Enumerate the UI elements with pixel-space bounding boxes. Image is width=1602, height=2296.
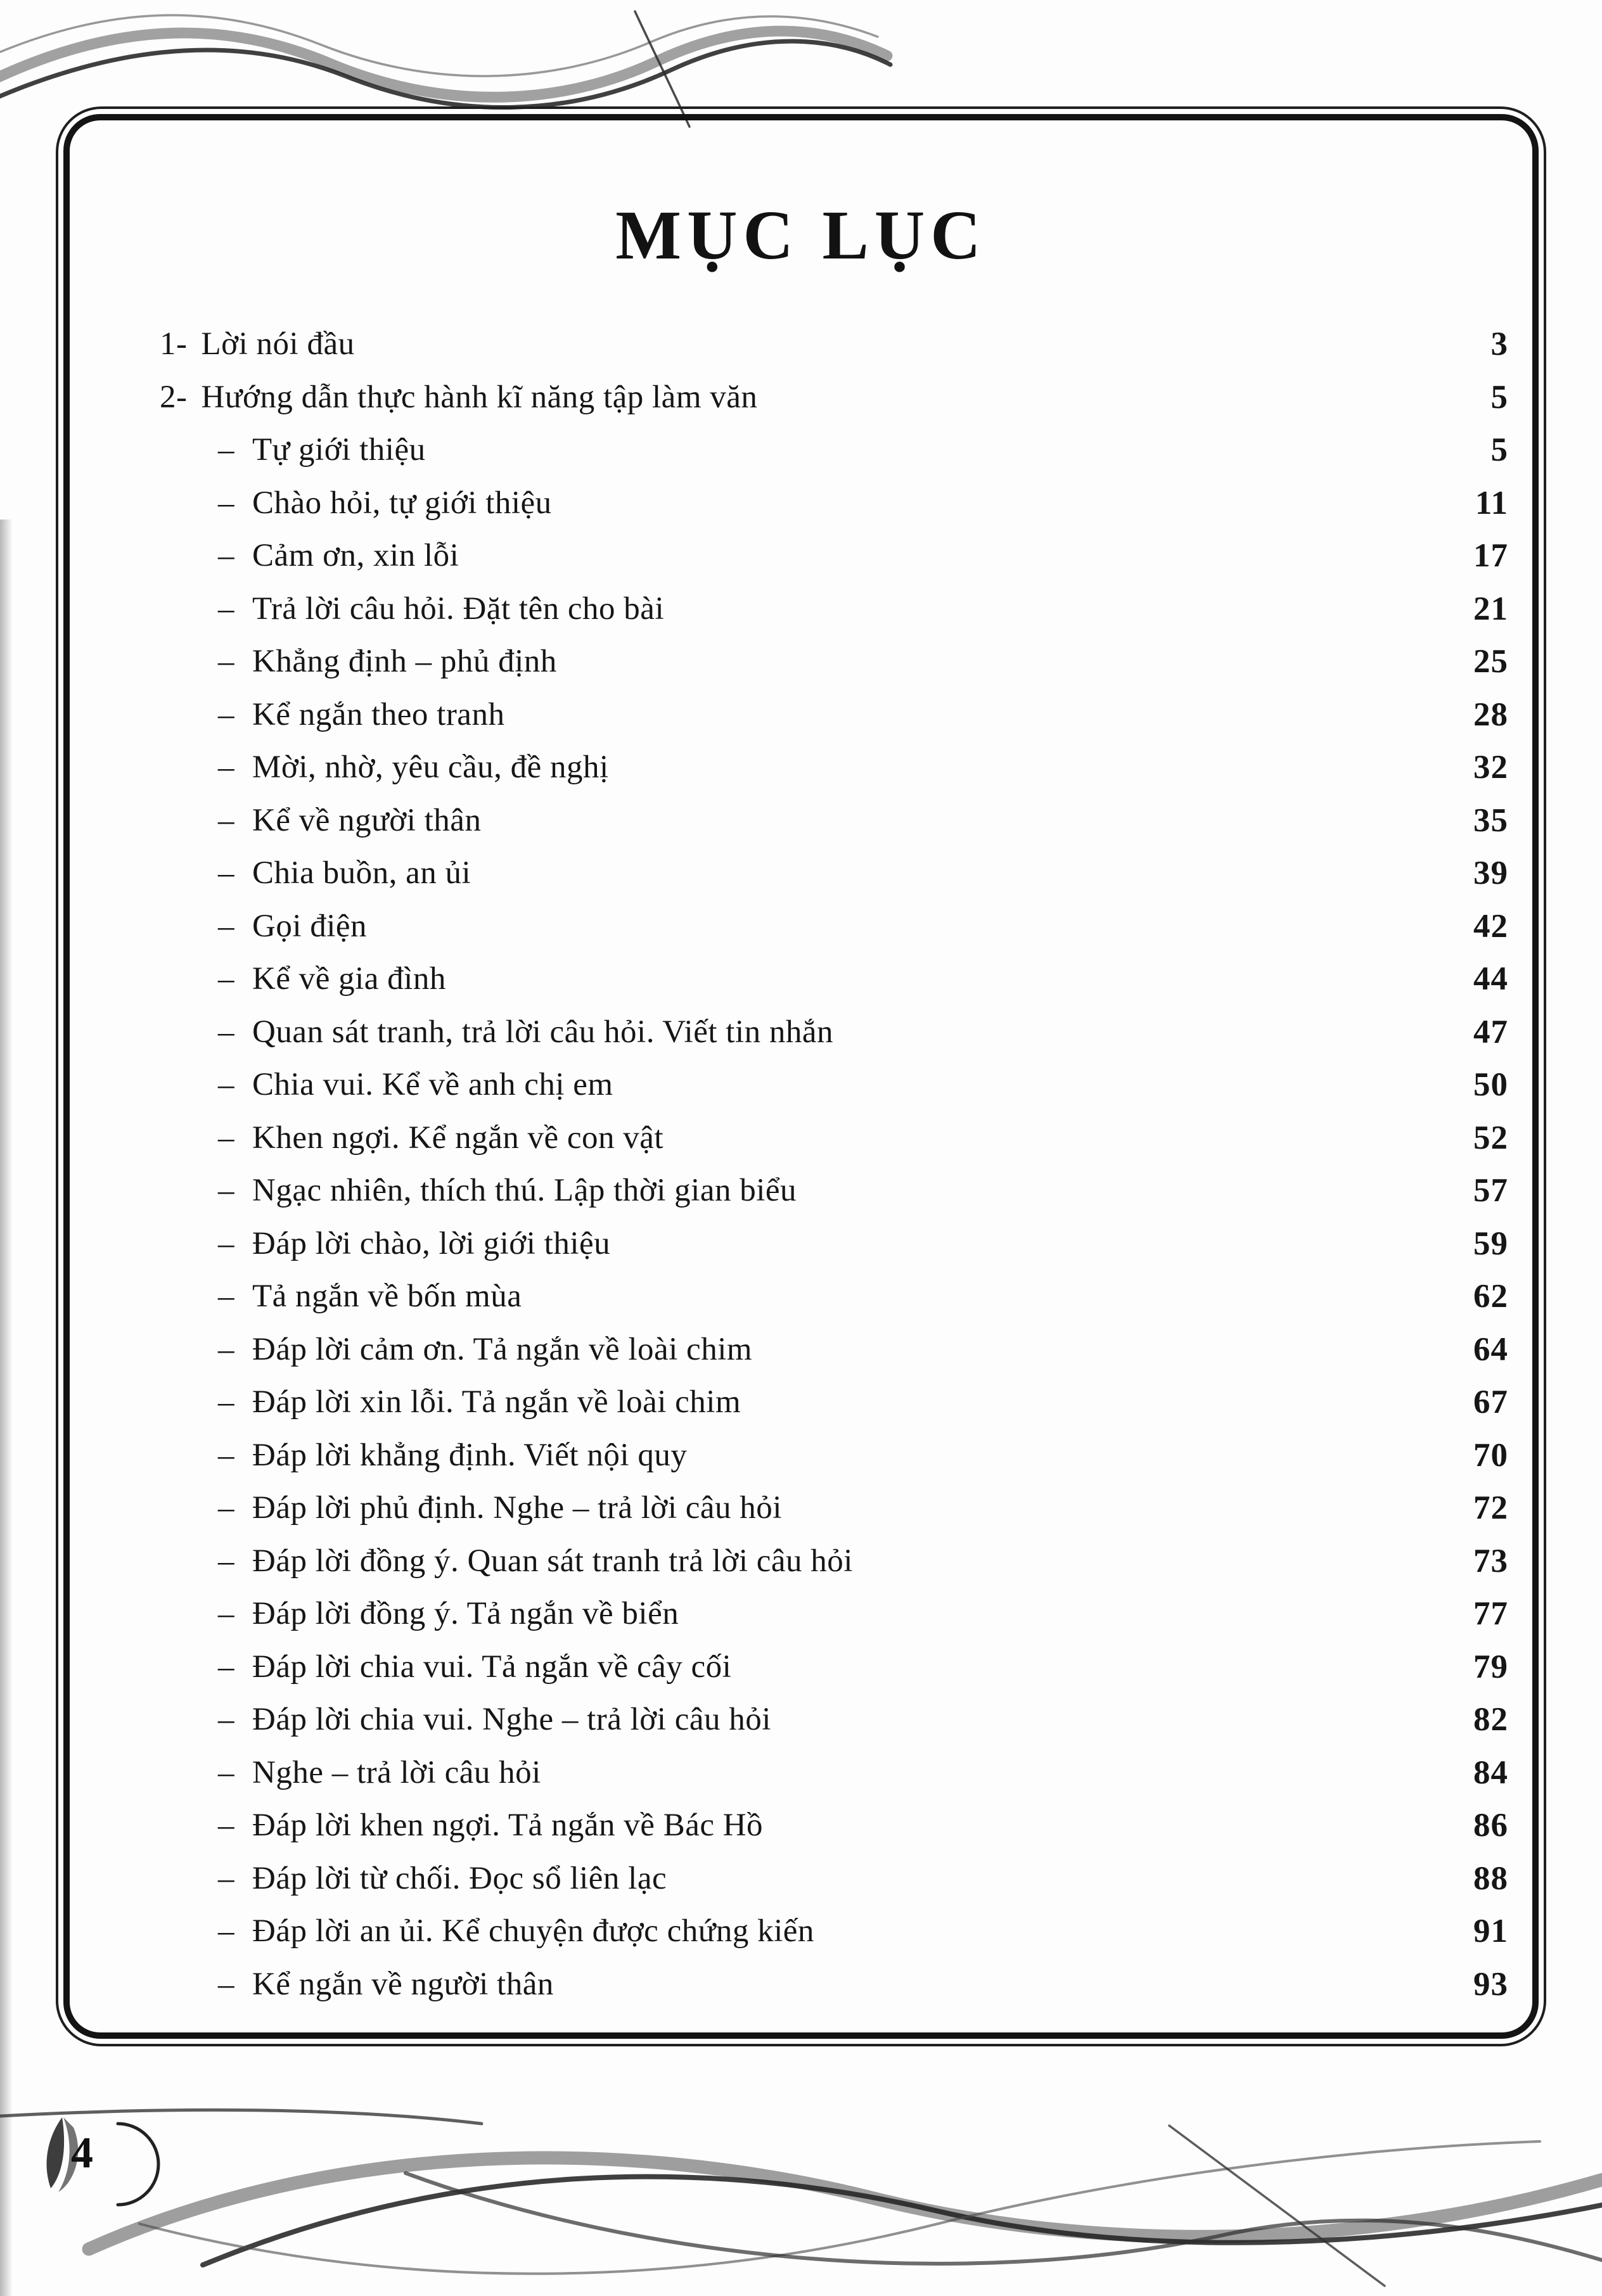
toc-row (160, 530, 1508, 583)
toc-item-label: Đáp lời khen ngợi. Tả ngắn về Bác Hồ (252, 1808, 764, 1844)
toc-item-prefix: – (218, 908, 234, 944)
toc-item-prefix: – (218, 1014, 234, 1050)
toc-row (160, 741, 1508, 794)
toc-item-page-number: 21 (1473, 590, 1508, 627)
toc-row (160, 953, 1508, 1006)
toc-item-page-number: 62 (1473, 1278, 1508, 1315)
toc-item-prefix: – (218, 1331, 234, 1367)
toc-item-prefix: – (218, 1384, 234, 1420)
toc-item-prefix: – (218, 1860, 234, 1896)
toc-item-label: Kể về gia đình (252, 961, 446, 997)
toc-row (160, 1958, 1508, 2012)
page-title: MỤC LỤC (615, 196, 987, 274)
toc-row (160, 1693, 1508, 1747)
toc-item-label: Đáp lời chia vui. Tả ngắn về cây cối (252, 1649, 732, 1685)
toc-item-page-number: 11 (1475, 484, 1508, 521)
toc-item-page-number: 59 (1473, 1225, 1508, 1262)
toc-item-prefix: – (218, 1490, 234, 1526)
toc-item-label: Kể ngắn theo tranh (252, 696, 505, 732)
toc-item-label: Ngạc nhiên, thích thú. Lập thời gian biểu (252, 1173, 797, 1209)
toc-row (160, 1482, 1508, 1535)
toc-item-prefix: – (218, 1119, 234, 1156)
toc-item-label: Cảm ơn, xin lỗi (252, 538, 459, 574)
toc-item-prefix: – (218, 749, 234, 786)
toc-item-label: Chia buồn, an ủi (252, 855, 471, 891)
toc-item-prefix: – (218, 485, 234, 521)
toc-item-label: Tả ngắn về bốn mùa (252, 1279, 522, 1315)
toc-item-prefix: – (218, 802, 234, 838)
toc-item-page-number: 73 (1473, 1542, 1508, 1579)
toc-item-label: Đáp lời phủ định. Nghe – trả lời câu hỏi (252, 1490, 782, 1526)
toc-item-prefix: – (218, 1173, 234, 1209)
toc-item-label: Đáp lời khẳng định. Viết nội quy (252, 1437, 688, 1473)
toc-row (160, 1853, 1508, 1906)
toc-row (160, 635, 1508, 689)
toc-item-page-number: 42 (1473, 907, 1508, 945)
footer-page-number: 4 (71, 2129, 93, 2178)
toc-item-page-number: 91 (1473, 1913, 1508, 1950)
toc-row (160, 847, 1508, 900)
toc-row (160, 371, 1508, 424)
toc-item-label: Gọi điện (252, 908, 368, 944)
toc-item-label: Đáp lời chia vui. Nghe – trả lời câu hỏi (252, 1702, 771, 1738)
toc-item-label: Đáp lời từ chối. Đọc sổ liên lạc (252, 1860, 667, 1896)
toc-item-prefix: – (218, 1702, 234, 1738)
toc-item-page-number: 28 (1473, 696, 1508, 733)
toc-item-page-number: 32 (1473, 749, 1508, 786)
toc-item-prefix: – (218, 644, 234, 680)
toc-row (160, 1323, 1508, 1377)
toc-item-page-number: 57 (1473, 1172, 1508, 1209)
toc-row (160, 1588, 1508, 1641)
toc-item-page-number: 5 (1490, 431, 1508, 469)
toc-item-label: Chia vui. Kể về anh chị em (252, 1067, 613, 1103)
toc-item-label: Đáp lời đồng ý. Tả ngắn về biển (252, 1596, 679, 1632)
toc-item-label: Kể về người thân (252, 802, 482, 838)
toc-item-label: Quan sát tranh, trả lời câu hỏi. Viết tin nhắn (252, 1014, 833, 1050)
toc-item-label: Lời nói đầu (201, 326, 355, 362)
toc-item-page-number: 67 (1473, 1384, 1508, 1421)
toc-row (160, 1535, 1508, 1588)
toc-row (160, 1376, 1508, 1429)
toc-row (160, 1905, 1508, 1958)
toc-item-page-number: 70 (1473, 1436, 1508, 1474)
toc-item-page-number: 25 (1473, 643, 1508, 680)
toc-item-label: Đáp lời chào, lời giới thiệu (252, 1225, 611, 1261)
toc-item-label: Hướng dẫn thực hành kĩ năng tập làm văn (201, 379, 758, 415)
toc-row (160, 1270, 1508, 1323)
toc-item-prefix: – (218, 1225, 234, 1261)
toc-item-label: Chào hỏi, tự giới thiệu (252, 485, 552, 521)
toc-item-prefix: – (218, 432, 234, 468)
toc-item-prefix: – (218, 1913, 234, 1949)
toc-row (160, 583, 1508, 636)
toc-row (160, 1112, 1508, 1165)
toc-item-page-number: 5 (1490, 378, 1508, 416)
toc-item-prefix: – (218, 1543, 234, 1579)
toc-item-label: Đáp lời đồng ý. Quan sát tranh trả lời câu hỏi (252, 1543, 853, 1579)
toc-item-label: Mời, nhờ, yêu cầu, đề nghị (252, 749, 609, 786)
toc-row (160, 1429, 1508, 1483)
toc-item-prefix: – (218, 1649, 234, 1685)
toc-row (160, 477, 1508, 530)
toc-item-label: Kể ngắn về người thân (252, 1966, 554, 2002)
toc-item-page-number: 84 (1473, 1754, 1508, 1791)
toc-item-label: Khẳng định – phủ định (252, 644, 557, 680)
toc-item-page-number: 79 (1473, 1648, 1508, 1685)
toc-item-prefix: – (218, 696, 234, 732)
toc-item-prefix: – (218, 590, 234, 627)
toc-item-page-number: 3 (1490, 326, 1508, 363)
toc-item-page-number: 52 (1473, 1119, 1508, 1156)
toc-row (160, 1747, 1508, 1800)
leaf-icon (43, 2115, 176, 2210)
toc-item-page-number: 93 (1473, 1965, 1508, 2003)
toc-item-prefix: – (218, 1808, 234, 1844)
toc-item-page-number: 82 (1473, 1701, 1508, 1738)
toc-item-page-number: 77 (1473, 1595, 1508, 1633)
toc-item-prefix: – (218, 1596, 234, 1632)
footer-page-emblem (43, 2115, 176, 2210)
toc-item-label: Đáp lời an ủi. Kể chuyện được chứng kiến (252, 1913, 814, 1949)
toc-item-prefix: – (218, 855, 234, 891)
toc-item-prefix: – (218, 1279, 234, 1315)
toc-row (160, 1218, 1508, 1271)
toc-item-page-number: 72 (1473, 1489, 1508, 1527)
toc-row (160, 1799, 1508, 1853)
toc-item-page-number: 44 (1473, 960, 1508, 998)
toc-item-page-number: 47 (1473, 1013, 1508, 1050)
toc-item-label: Đáp lời xin lỗi. Tả ngắn về loài chim (252, 1384, 741, 1420)
toc-row (160, 1006, 1508, 1059)
toc-item-label: Nghe – trả lời câu hỏi (252, 1754, 541, 1790)
toc-item-prefix: 1- (160, 326, 188, 362)
toc-item-prefix: 2- (160, 379, 188, 415)
toc-item-prefix: – (218, 538, 234, 574)
toc-item-label: Đáp lời cảm ơn. Tả ngắn về loài chim (252, 1331, 753, 1367)
toc-item-prefix: – (218, 1966, 234, 2002)
toc-item-page-number: 17 (1473, 537, 1508, 575)
toc-row (160, 424, 1508, 477)
scan-edge-shadow (0, 520, 13, 2296)
toc-item-label: Khen ngợi. Kể ngắn về con vật (252, 1119, 664, 1156)
toc-row (160, 1164, 1508, 1218)
toc-item-page-number: 35 (1473, 801, 1508, 839)
toc-item-page-number: 86 (1473, 1807, 1508, 1844)
toc-item-prefix: – (218, 1754, 234, 1790)
toc-item-label: Tự giới thiệu (252, 432, 426, 468)
toc-item-page-number: 64 (1473, 1330, 1508, 1368)
toc-row (160, 1059, 1508, 1112)
toc-row (160, 1641, 1508, 1694)
toc-item-label: Trả lời câu hỏi. Đặt tên cho bài (252, 590, 665, 627)
toc-row (160, 689, 1508, 742)
toc-item-prefix: – (218, 1437, 234, 1473)
toc-item-page-number: 88 (1473, 1859, 1508, 1897)
bottom-swirl-decoration-icon (0, 2097, 1602, 2287)
toc-row (160, 794, 1508, 848)
toc-row (160, 900, 1508, 953)
toc-item-page-number: 39 (1473, 855, 1508, 892)
toc-row (160, 318, 1508, 371)
toc-item-prefix: – (218, 961, 234, 997)
toc-item-prefix: – (218, 1067, 234, 1103)
table-of-contents (160, 318, 1508, 2011)
toc-item-page-number: 50 (1473, 1066, 1508, 1104)
